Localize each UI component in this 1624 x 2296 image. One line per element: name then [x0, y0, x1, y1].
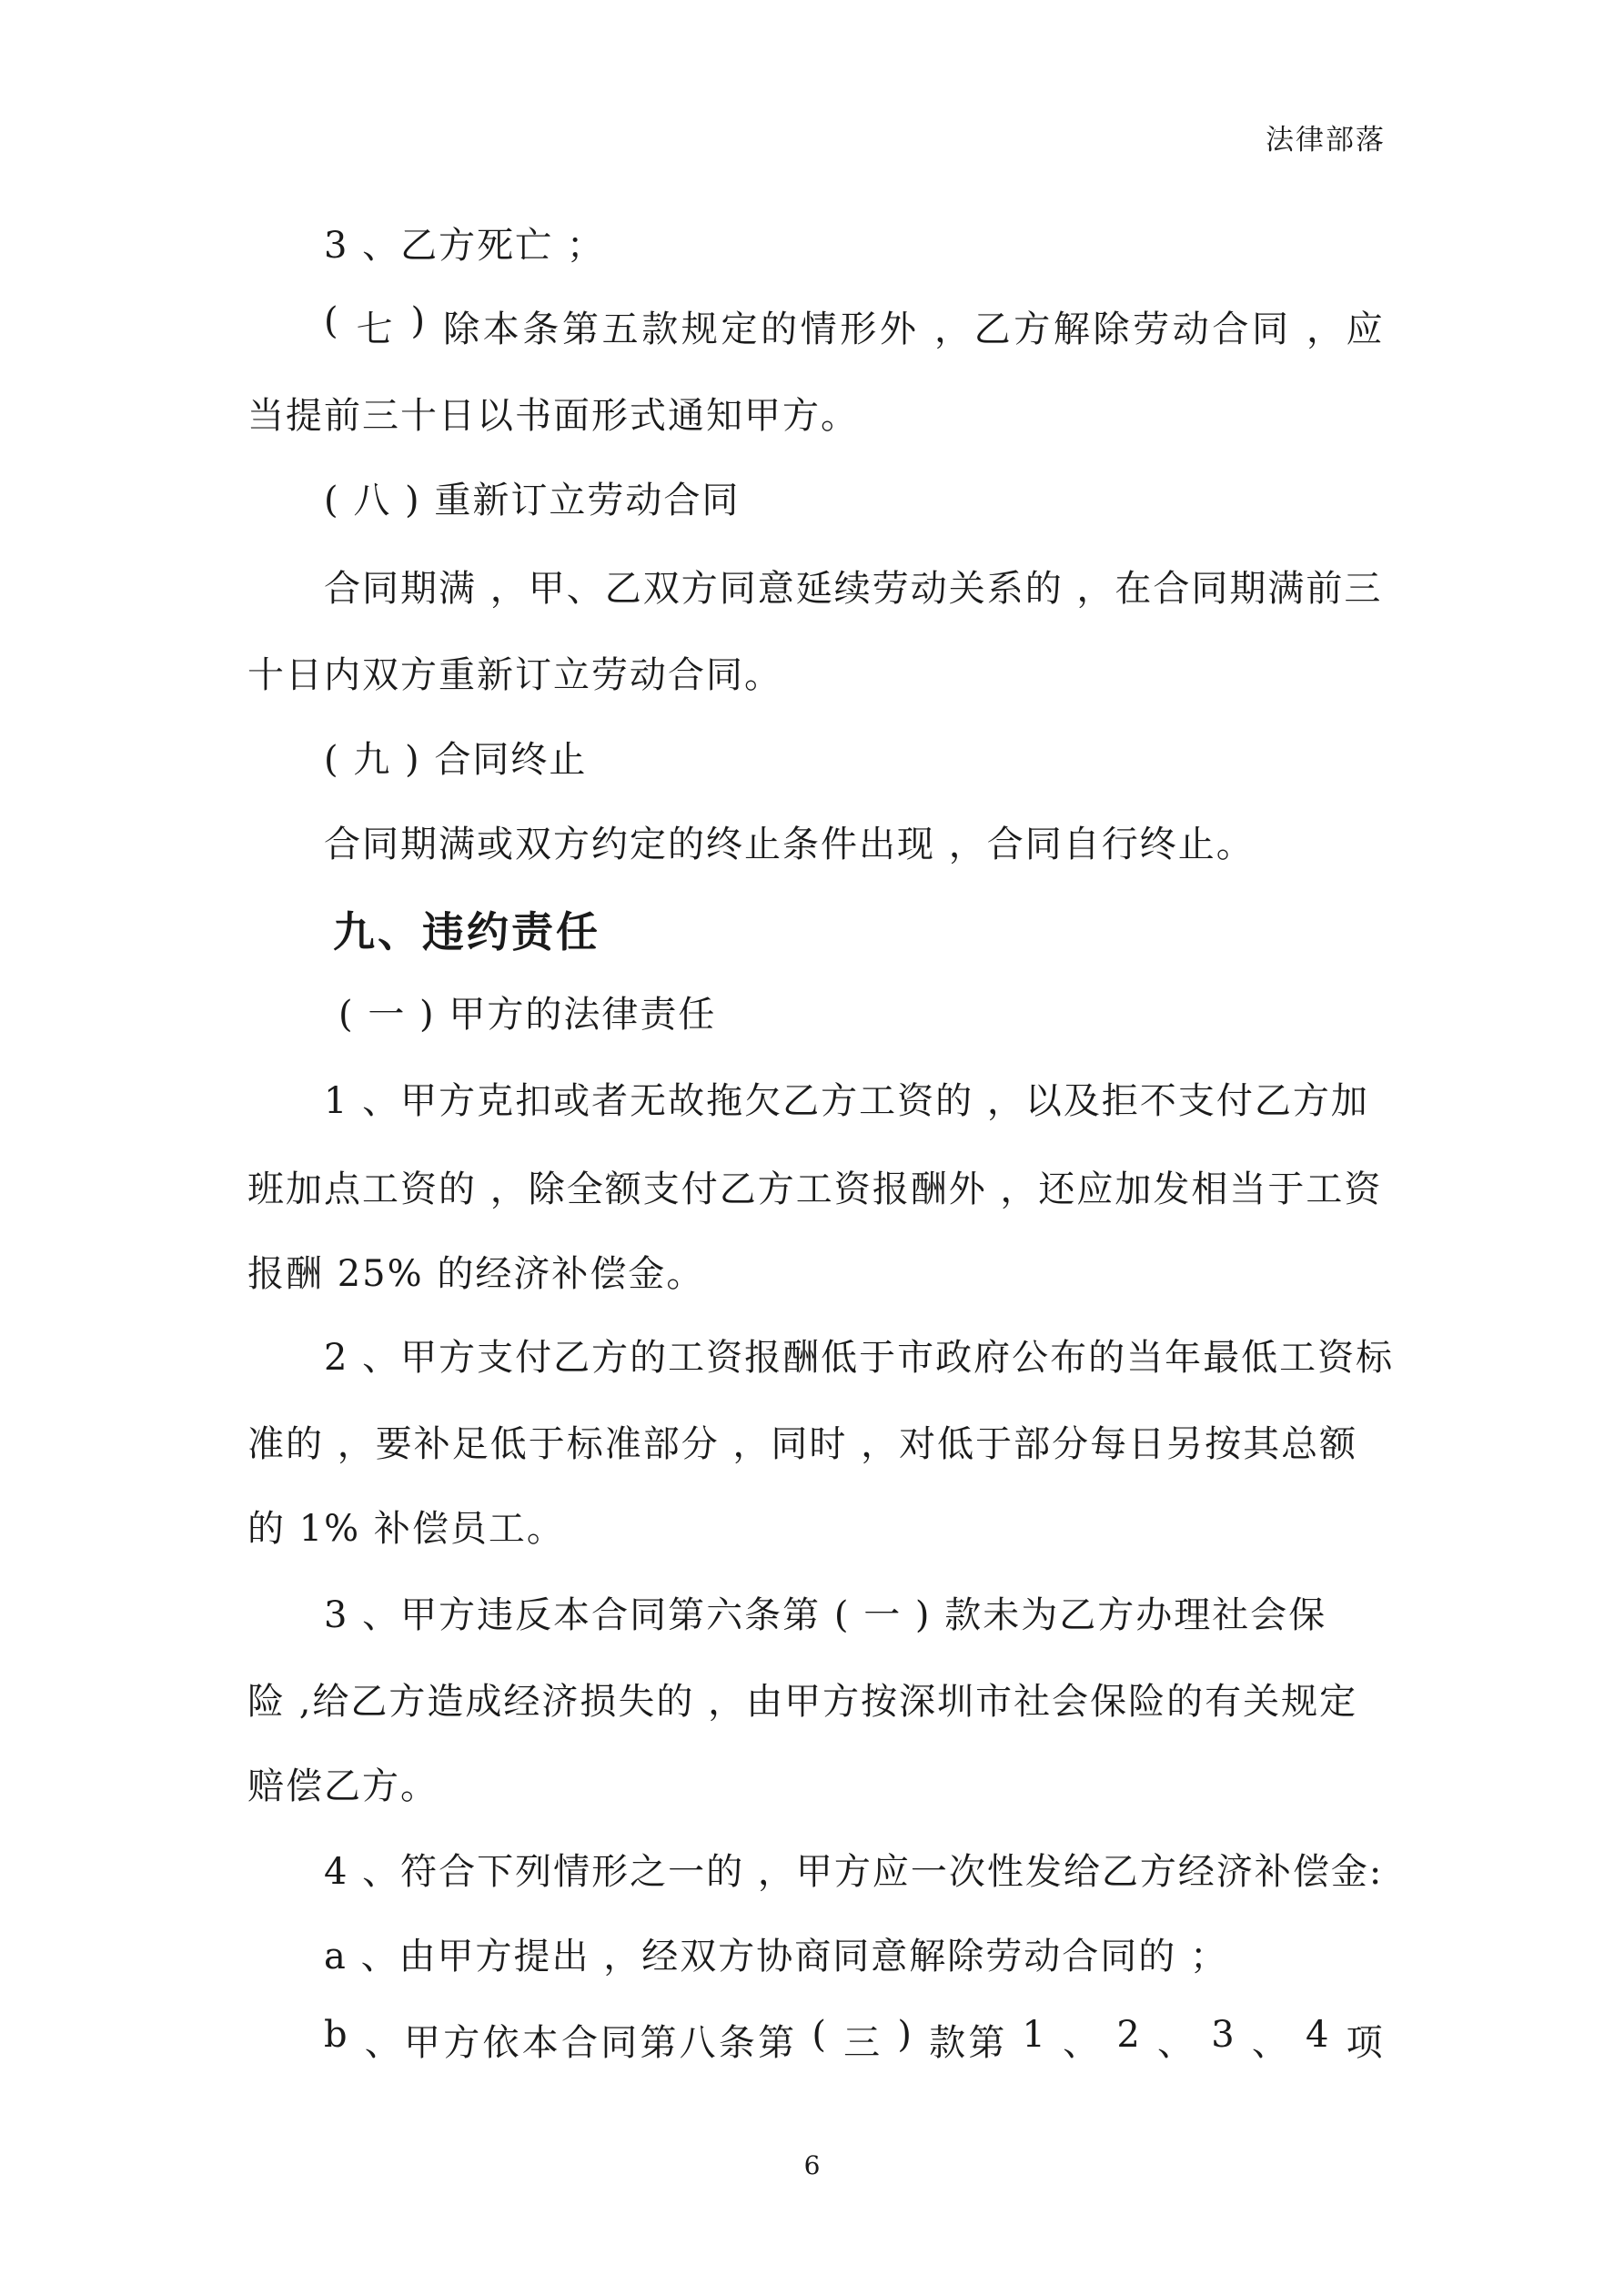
- text-line: 报酬 25% 的经济补偿金。: [247, 1253, 705, 1295]
- text-line: ( 七 ) 除 本 条 第 五 款 规 定 的 情 形 外 ， 乙 方 解 除 劳 动 合 同 ， 应: [324, 300, 1385, 350]
- text-line: ( 八 ) 重新订立劳动合同: [324, 480, 741, 521]
- text-line: ( 九 ) 合同终止: [324, 739, 588, 781]
- text-line: 1 、甲方克扣或者无故拖欠乙方工资的 ，以及拒不支付乙方加: [324, 1080, 1369, 1122]
- section-heading: 九、违约责任: [333, 907, 600, 956]
- text-line: 的 1% 补偿员工。: [247, 1508, 565, 1550]
- text-line: 赔偿乙方。: [247, 1765, 439, 1807]
- text-line: 合同期满或双方约定的终止条件出现 ，合同自行终止。: [324, 824, 1255, 865]
- text-line: 班加点工资的 ，除全额支付乙方工资报酬外 ，还应加发相当于工资: [247, 1168, 1383, 1210]
- text-line: 准的 ，要补足低于标准部分 ，同时 ，对低于部分每日另按其总额: [247, 1423, 1358, 1465]
- text-line: 2 、甲方支付乙方的工资报酬低于市政府公布的当年最低工资标: [324, 1337, 1395, 1379]
- page-header: 法律部落: [1266, 124, 1386, 157]
- text-line: a 、由甲方提出 ，经双方协商同意解除劳动合同的 ；: [324, 1936, 1228, 1977]
- text-line: 合同期满 ，甲、乙双方同意延续劳动关系的 ，在合同期满前三: [324, 568, 1383, 610]
- text-line: 十日内双方重新订立劳动合同。: [247, 654, 782, 696]
- text-line: 3 、乙方死亡 ；: [324, 225, 605, 267]
- text-line: 3 、甲方违反本合同第六条第 ( 一 ) 款未为乙方办理社会保: [324, 1594, 1327, 1636]
- text-line: 当提前三十日以书面形式通知甲方。: [247, 395, 859, 437]
- text-line: 4 、符合下列情形之一的 ，甲方应一次性发给乙方经济补偿金:: [324, 1851, 1384, 1893]
- text-line: b 、 甲 方 依 本 合 同 第 八 条 第 ( 三 ) 款 第 1 、 2 、 3 、 4 项: [324, 2014, 1385, 2064]
- subsection-heading: ( 一 ) 甲方的法律责任: [338, 994, 717, 1036]
- text-line: 险 ,给乙方造成经济损失的 ，由甲方按深圳市社会保险的有关规定: [247, 1681, 1358, 1723]
- page-number: 6: [803, 2150, 821, 2180]
